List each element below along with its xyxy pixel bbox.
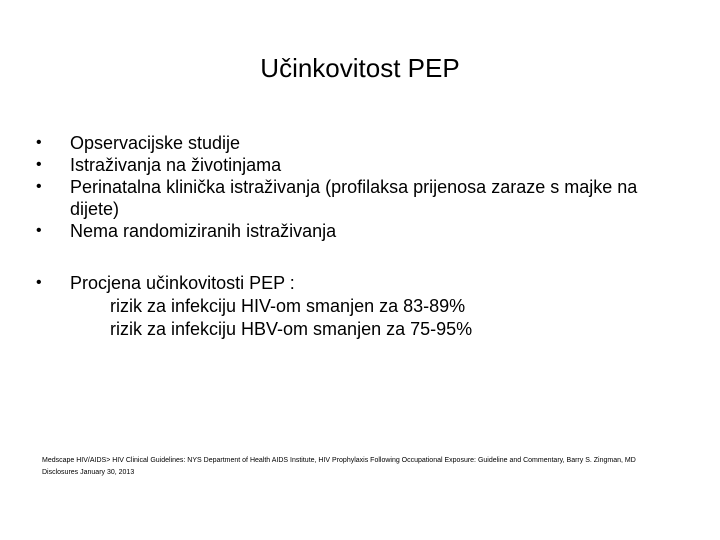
bullet-item [36,176,676,220]
footnote-line: Medscape HIV/AIDS> HIV Clinical Guidelines: NYS Department of Health AIDS Institute, HIV Prophylaxis Following Occupational Exposure: Guideline and Commentary, Barry S. Zingman, MD [42,457,636,464]
bullet-list [36,132,676,340]
bullet-dot: • [36,156,42,173]
bullet-text: Opservacijske studije [70,133,241,153]
sub-line-hbv: rizik za infekciju HBV-om smanjen za 75-95% [110,319,473,339]
sub-line-hiv: rizik za infekciju HIV-om smanjen za 83-89% [110,296,466,316]
group-spacer [36,242,676,272]
bullet-text: Nema randomiziranih istraživanja [70,221,337,241]
slide-title: Učinkovitost PEP [260,53,460,83]
bullet-item [36,154,676,176]
bullet-dot: • [36,134,42,151]
bullet-text: Procjena učinkovitosti PEP : [70,273,295,293]
bullet-text: Perinatalna klinička istraživanja (profilaksa prijenosa zaraze s majke na dijete) [70,177,638,219]
bullet-text: Istraživanja na životinjama [70,155,282,175]
footnote-line: Disclosures January 30, 2013 [42,469,135,476]
bullet-dot: • [36,222,42,239]
bullet-dot: • [36,274,42,291]
bullet-item [36,220,676,242]
bullet-item-estimate [36,272,676,340]
reference-footnote [42,455,682,479]
bullet-dot: • [36,178,42,195]
bullet-item [36,132,676,154]
